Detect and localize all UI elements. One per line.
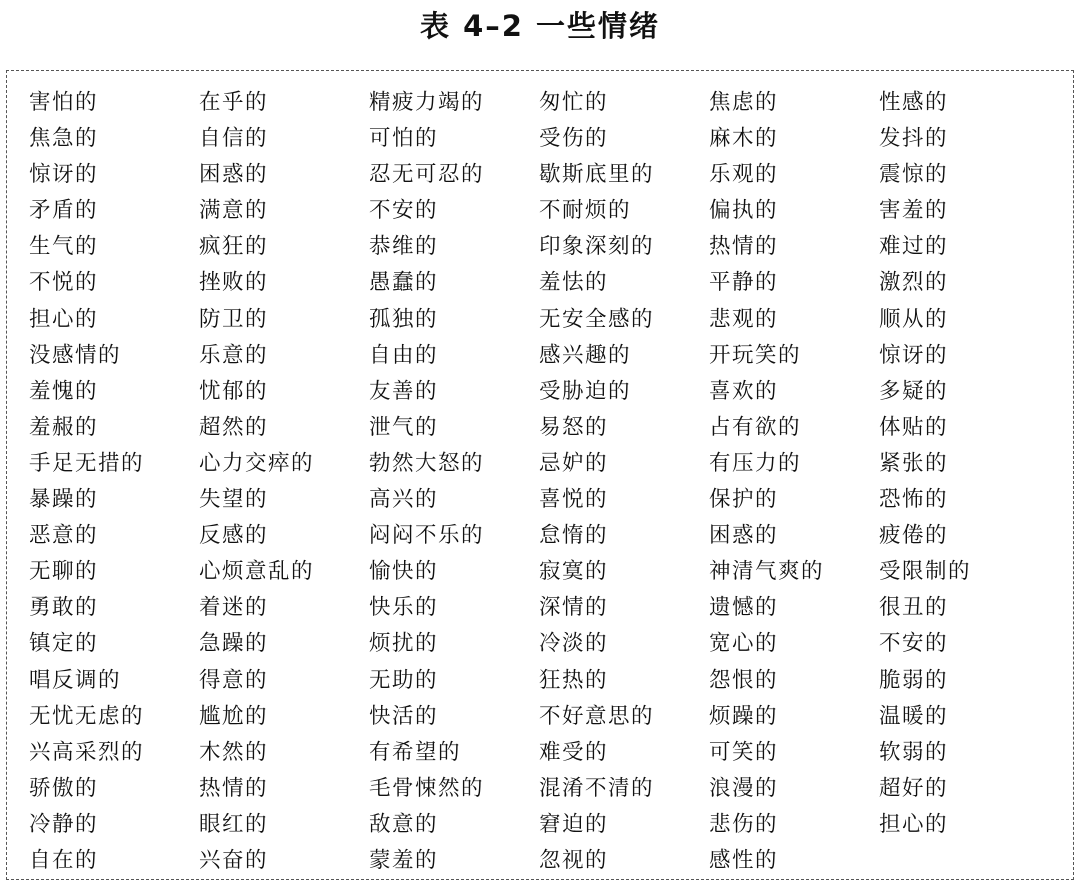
emotion-word: 勇敢的 — [29, 595, 99, 621]
emotion-word: 精疲力竭的 — [369, 90, 485, 115]
emotion-word: 勃然大怒的 — [369, 450, 485, 476]
emotion-word: 冷静的 — [29, 811, 99, 837]
emotion-word: 发抖的 — [879, 126, 949, 152]
emotion-word: 羞赧的 — [29, 414, 99, 440]
emotion-word: 占有欲的 — [709, 414, 802, 440]
emotion-word: 羞愧的 — [29, 378, 99, 404]
emotion-word: 无聊的 — [29, 559, 99, 585]
emotion-word: 性感的 — [879, 90, 949, 115]
emotion-word: 匆忙的 — [539, 90, 609, 115]
table-title: 表 4–2 一些情绪 — [419, 9, 661, 43]
emotion-word: 挫败的 — [199, 270, 269, 296]
emotion-word: 愉快的 — [369, 559, 439, 585]
emotion-word: 害怕的 — [29, 90, 99, 115]
emotion-word: 自在的 — [29, 847, 99, 873]
emotion-word: 反感的 — [199, 523, 269, 549]
emotion-word: 不安的 — [369, 198, 439, 224]
emotion-word: 恶意的 — [29, 523, 99, 549]
emotion-word: 不好意思的 — [539, 703, 655, 729]
emotion-word: 受伤的 — [539, 126, 609, 152]
emotion-word: 木然的 — [199, 739, 269, 765]
emotion-word: 易怒的 — [539, 414, 609, 440]
emotion-word: 无助的 — [369, 667, 439, 693]
emotion-word: 在乎的 — [199, 90, 269, 115]
emotion-word: 烦躁的 — [709, 703, 779, 729]
emotion-word: 暴躁的 — [29, 487, 99, 513]
emotion-word: 怠惰的 — [539, 523, 609, 549]
emotion-word: 恭维的 — [369, 234, 439, 260]
emotion-word: 无忧无虑的 — [29, 703, 145, 729]
emotion-word: 感兴趣的 — [539, 342, 632, 368]
emotion-word: 生气的 — [29, 234, 99, 260]
emotion-word: 忌妒的 — [539, 450, 609, 476]
emotion-word: 悲伤的 — [709, 811, 779, 837]
emotion-word: 担心的 — [879, 811, 949, 837]
emotion-word: 自由的 — [369, 342, 439, 368]
emotion-word: 印象深刻的 — [539, 234, 655, 260]
emotion-word: 无安全感的 — [539, 306, 655, 332]
emotion-word: 保护的 — [709, 487, 779, 513]
emotion-word: 手足无措的 — [29, 450, 145, 476]
emotion-word: 尴尬的 — [199, 703, 269, 729]
emotion-word: 悲观的 — [709, 306, 779, 332]
emotion-word: 开玩笑的 — [709, 342, 802, 368]
emotion-word: 毛骨悚然的 — [369, 775, 485, 801]
emotion-word: 不悦的 — [29, 270, 99, 296]
emotion-word: 窘迫的 — [539, 811, 609, 837]
emotion-word: 孤独的 — [369, 306, 439, 332]
emotion-word: 震惊的 — [879, 162, 949, 188]
emotion-word: 惊讶的 — [29, 162, 99, 188]
emotion-word: 烦扰的 — [369, 631, 439, 657]
emotion-word: 感性的 — [709, 847, 779, 873]
emotion-word: 唱反调的 — [29, 667, 122, 693]
emotion-word: 害羞的 — [879, 198, 949, 224]
emotion-word: 超然的 — [199, 414, 269, 440]
emotion-word: 激烈的 — [879, 270, 949, 296]
emotion-word: 困惑的 — [199, 162, 269, 188]
emotion-word: 热情的 — [199, 775, 269, 801]
emotion-word: 偏执的 — [709, 198, 779, 224]
emotion-word: 顺从的 — [879, 306, 949, 332]
emotion-word: 疯狂的 — [199, 234, 269, 260]
emotion-word: 怨恨的 — [709, 667, 779, 693]
emotion-word: 羞怯的 — [539, 270, 609, 296]
emotion-word: 高兴的 — [369, 487, 439, 513]
emotion-word: 自信的 — [199, 126, 269, 152]
emotion-word: 防卫的 — [199, 306, 269, 332]
emotion-word: 快乐的 — [369, 595, 439, 621]
emotion-word: 友善的 — [369, 378, 439, 404]
emotion-word: 快活的 — [369, 703, 439, 729]
emotion-word: 忍无可忍的 — [369, 162, 485, 188]
emotion-word: 心烦意乱的 — [199, 559, 315, 585]
emotion-word: 乐意的 — [199, 342, 269, 368]
emotion-word: 热情的 — [709, 234, 779, 260]
emotion-word: 蒙羞的 — [369, 847, 439, 873]
emotion-word: 眼红的 — [199, 811, 269, 837]
emotion-word: 闷闷不乐的 — [369, 523, 485, 549]
emotions-grid — [29, 85, 1049, 879]
emotion-word: 有希望的 — [369, 739, 462, 765]
emotion-word: 喜悦的 — [539, 487, 609, 513]
emotion-word: 有压力的 — [709, 450, 802, 476]
emotion-word: 敌意的 — [369, 811, 439, 837]
emotion-word: 浪漫的 — [709, 775, 779, 801]
emotion-word: 宽心的 — [709, 631, 779, 657]
emotion-word: 超好的 — [879, 775, 949, 801]
emotion-word: 惊讶的 — [879, 342, 949, 368]
emotion-word: 愚蠢的 — [369, 270, 439, 296]
emotion-word: 失望的 — [199, 487, 269, 513]
emotion-word: 神清气爽的 — [709, 559, 825, 585]
emotion-word: 体贴的 — [879, 414, 949, 440]
emotion-word — [879, 843, 1049, 879]
emotion-word: 喜欢的 — [709, 378, 779, 404]
emotion-word: 深情的 — [539, 595, 609, 621]
emotion-word: 不耐烦的 — [539, 198, 632, 224]
emotion-word: 脆弱的 — [879, 667, 949, 693]
emotion-word: 困惑的 — [709, 523, 779, 549]
emotion-word: 冷淡的 — [539, 631, 609, 657]
emotion-word: 担心的 — [29, 306, 99, 332]
emotion-word: 心力交瘁的 — [199, 450, 315, 476]
emotion-word: 没感情的 — [29, 342, 122, 368]
emotion-word: 不安的 — [879, 631, 949, 657]
emotion-word: 兴高采烈的 — [29, 739, 145, 765]
emotion-word: 得意的 — [199, 667, 269, 693]
emotion-word: 麻木的 — [709, 126, 779, 152]
emotion-word: 恐怖的 — [879, 487, 949, 513]
emotion-word: 疲倦的 — [879, 523, 949, 549]
emotion-word: 骄傲的 — [29, 775, 99, 801]
emotion-word: 矛盾的 — [29, 198, 99, 224]
emotion-word: 满意的 — [199, 198, 269, 224]
emotion-word: 难受的 — [539, 739, 609, 765]
emotion-word: 着迷的 — [199, 595, 269, 621]
emotion-word: 兴奋的 — [199, 847, 269, 873]
emotion-word: 忧郁的 — [199, 378, 269, 404]
emotion-word: 紧张的 — [879, 450, 949, 476]
emotion-word: 狂热的 — [539, 667, 609, 693]
emotion-word: 忽视的 — [539, 847, 609, 873]
emotion-word: 可怕的 — [369, 126, 439, 152]
emotion-word: 泄气的 — [369, 414, 439, 440]
emotion-word: 焦急的 — [29, 126, 99, 152]
emotion-word: 软弱的 — [879, 739, 949, 765]
emotions-table — [6, 70, 1074, 880]
emotion-word: 受限制的 — [879, 559, 972, 585]
emotion-word: 寂寞的 — [539, 559, 609, 585]
emotion-word: 焦虑的 — [709, 90, 779, 115]
emotion-word: 混淆不清的 — [539, 775, 655, 801]
emotion-word: 受胁迫的 — [539, 378, 632, 404]
emotion-word: 可笑的 — [709, 739, 779, 765]
emotion-word: 急躁的 — [199, 631, 269, 657]
emotion-word: 多疑的 — [879, 378, 949, 404]
emotion-word: 镇定的 — [29, 631, 99, 657]
emotion-word: 平静的 — [709, 270, 779, 296]
emotion-word: 歇斯底里的 — [539, 162, 655, 188]
emotion-word: 遗憾的 — [709, 595, 779, 621]
emotion-word: 很丑的 — [879, 595, 949, 621]
emotion-word: 温暖的 — [879, 703, 949, 729]
emotion-word: 乐观的 — [709, 162, 779, 188]
emotion-word: 难过的 — [879, 234, 949, 260]
